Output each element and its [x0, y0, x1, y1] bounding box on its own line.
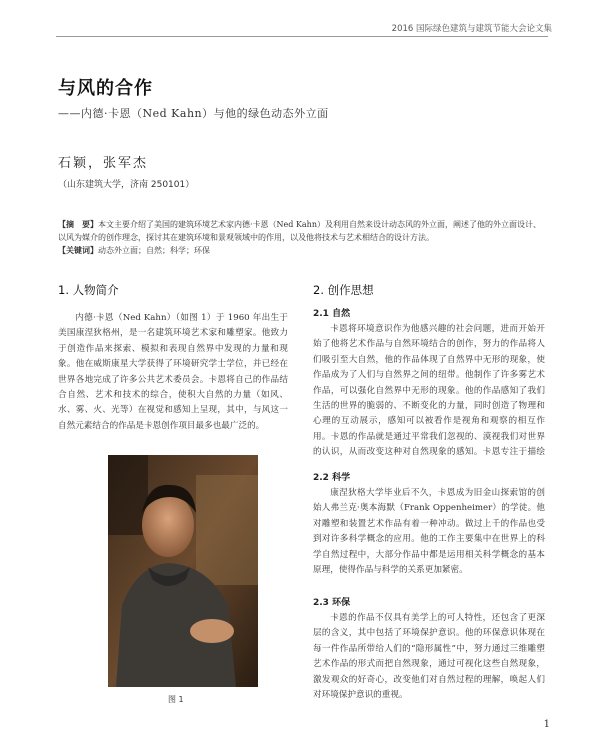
keywords-text: 动态外立面；自然；科学；环保	[98, 246, 210, 255]
figure-caption: 图 1	[168, 695, 184, 704]
keywords-label: 【关键词】	[58, 245, 98, 255]
figure-1-photo	[108, 455, 258, 687]
section-1-paragraph: 内德·卡恩（Ned Kahn）（如图 1）于 1960 年出生于美国康涅狄格州，是一名建筑环境艺术家和雕塑家。他致力于创造作品来探索、模拟和表现自然界中发现的力量和现象。他在威斯康星大学获得了环境研究学士学位，并已经在世界各地完成了许多公共艺术委员会。卡恩将自己的作品结合自然、艺术和技术的综合，使积大自然的力量（如风、水、雾、火、光等）在视觉和感知上呈现，其中，与风这一自然元素结合的作品是卡恩创作项目最多也最广泛的。	[58, 313, 288, 431]
paper-subtitle: ——内德·卡恩（Ned Kahn）与他的绿色动态外立面	[58, 107, 329, 120]
abstract	[58, 218, 548, 244]
subsection-heading-2-1: 2.1 自然	[313, 309, 351, 319]
subsection-heading-2-3: 2.3 环保	[313, 598, 351, 608]
subsection-2-1-paragraph: 卡恩将环境意识作为他感兴趣的社会问题，进而开始开始了他将艺术作品与自然环境结合的创作，努力的作品将人们吸引至大自然，他的作品体现了自然界中无形的现象，使作品成为了人们与自然界之间的纽带。他制作了许多雾艺术作品，可以强化自然界中无形的现象。他的作品感知了我们生活的世界的脆弱的、不断变化的力量，同时创造了物理和心理的互动展示，感知可以被看作是视角和观察的相互作用。卡恩的作品就是通过平常我们忽视的、漠视我们对世界的认识，从而改变这种对自然现象的感知。卡恩专注于描绘	[313, 324, 545, 458]
running-head: 2016 国际绿色建筑与建筑节能大会论文集	[391, 24, 552, 34]
page-number: 1	[543, 719, 550, 730]
subsection-2-3-paragraph: 卡恩的作品不仅具有美学上的可人特性，还包含了更深层的含义，其中包括了环境保护意识。他的环保意识体现在每一件作品所带给人们的“隐形属性”中，努力通过三维雕塑艺术作品的形式而把自然现象，通过可视化这些自然现象，激发观众的好奇心，改变他们对自然过程的理解，唤起人们对环境保护意识的重视。	[313, 613, 545, 701]
keywords	[58, 244, 548, 257]
section-heading-2: 2. 创作思想	[313, 283, 374, 297]
affiliation: （山东建筑大学，济南 250101）	[58, 180, 195, 190]
subsection-2-2-paragraph: 康涅狄格大学毕业后不久，卡恩成为旧金山探索馆的创始人弗兰克·奥本海默（Frank Oppenheimer）的学徒。他对雕塑和装置艺术作品有着一种冲动。做过上千的作品也受到对许多科学概念的应用。他的工作主要集中在世界上的科学自然过程中，大部分作品中都是运用相关科学概念的基本原理，使得作品与科学的关系更加紧密。	[313, 488, 545, 576]
abstract-block	[58, 218, 548, 257]
abstract-label: 【摘 要】	[58, 219, 98, 229]
paper-title: 与风的合作	[58, 78, 153, 99]
authors: 石颖，张军杰	[58, 156, 149, 171]
header-rule	[56, 36, 548, 37]
abstract-text: 本文主要介绍了美国的建筑环境艺术家内德·卡恩（Ned Kahn）及利用自然来设计动态风的外立面，阐述了他的外立面设计、以风为媒介的创作理念，探讨其在建筑环境和景观领域中的作用，以及他将技术与艺术相结合的设计方法。	[58, 220, 541, 242]
portrait-photo-icon	[108, 455, 258, 687]
section-heading-1: 1. 人物简介	[58, 283, 119, 297]
subsection-heading-2-2: 2.2 科学	[313, 473, 351, 483]
